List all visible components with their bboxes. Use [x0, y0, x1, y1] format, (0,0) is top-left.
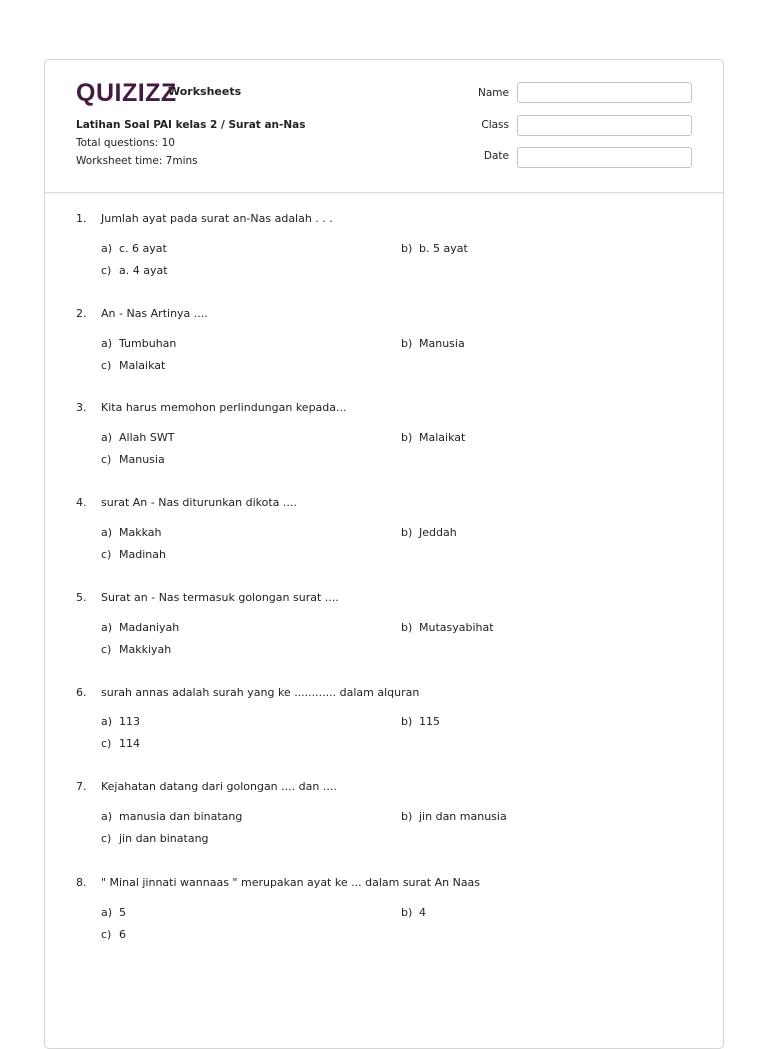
worksheet-header — [45, 60, 723, 193]
option-text: Manusia — [419, 337, 465, 350]
option-letter: c) — [101, 359, 112, 372]
option-a — [101, 431, 174, 444]
option-b — [401, 621, 494, 634]
quizizz-logo: QUIZIZZ — [76, 79, 177, 107]
option-text: Tumbuhan — [119, 337, 177, 350]
question-text: Kejahatan datang dari golongan .... dan .... — [101, 780, 337, 793]
question-number: 1. — [76, 212, 87, 225]
option-a — [101, 242, 167, 255]
option-letter: b) — [401, 526, 413, 539]
option-text: Makkiyah — [119, 643, 172, 656]
option-text: Makkah — [119, 526, 162, 539]
option-letter: c) — [101, 264, 112, 277]
option-text: jin dan binatang — [119, 832, 209, 845]
option-a — [101, 526, 162, 539]
option-text: c. 6 ayat — [119, 242, 167, 255]
option-b — [401, 810, 507, 823]
class-field[interactable] — [517, 115, 692, 136]
question-number: 8. — [76, 876, 87, 889]
question-number: 5. — [76, 591, 87, 604]
option-letter: c) — [101, 737, 112, 750]
logo-subtitle: Worksheets — [168, 85, 242, 98]
option-letter: c) — [101, 453, 112, 466]
name-label: Name — [478, 87, 509, 99]
question-text: Surat an - Nas termasuk golongan surat .... — [101, 591, 339, 604]
question-number: 2. — [76, 307, 87, 320]
option-text: Manusia — [119, 453, 165, 466]
question-text: surat An - Nas diturunkan dikota .... — [101, 496, 297, 509]
option-text: Mutasyabihat — [419, 621, 494, 634]
option-c — [101, 737, 140, 750]
option-text: 113 — [119, 715, 140, 728]
option-text: 115 — [419, 715, 440, 728]
question-number: 7. — [76, 780, 87, 793]
option-c — [101, 264, 168, 277]
option-c — [101, 548, 166, 561]
option-letter: b) — [401, 810, 413, 823]
option-text: b. 5 ayat — [419, 242, 468, 255]
option-text: Jeddah — [419, 526, 457, 539]
option-b — [401, 526, 457, 539]
option-letter: a) — [101, 810, 113, 823]
worksheet-title: Latihan Soal PAI kelas 2 / Surat an-Nas — [76, 119, 306, 131]
option-letter: b) — [401, 621, 413, 634]
option-text: Malaikat — [119, 359, 166, 372]
option-letter: a) — [101, 906, 113, 919]
option-letter: b) — [401, 242, 413, 255]
option-b — [401, 906, 426, 919]
option-letter: b) — [401, 906, 413, 919]
option-a — [101, 906, 126, 919]
option-letter: a) — [101, 337, 113, 350]
option-c — [101, 453, 165, 466]
question-text: surah annas adalah surah yang ke ............ dalam alquran — [101, 686, 420, 699]
option-letter: a) — [101, 242, 113, 255]
question-text: " Minal jinnati wannaas " merupakan ayat ke ... dalam surat An Naas — [101, 876, 481, 889]
option-text: Malaikat — [419, 431, 466, 444]
option-a — [101, 337, 176, 350]
name-field[interactable] — [517, 82, 692, 103]
option-b — [401, 715, 440, 728]
question-number: 4. — [76, 496, 87, 509]
option-b — [401, 337, 465, 350]
option-letter: b) — [401, 431, 413, 444]
option-a — [101, 715, 140, 728]
option-text: jin dan manusia — [419, 810, 507, 823]
option-letter: c) — [101, 928, 112, 941]
worksheet-time: Worksheet time: 7mins — [76, 155, 198, 167]
question-text: Jumlah ayat pada surat an-Nas adalah . . . — [101, 212, 333, 225]
option-c — [101, 928, 126, 941]
option-b — [401, 242, 468, 255]
option-text: Madaniyah — [119, 621, 180, 634]
worksheet-page — [44, 59, 724, 1049]
option-a — [101, 621, 179, 634]
option-text: manusia dan binatang — [119, 810, 243, 823]
option-letter: b) — [401, 337, 413, 350]
option-b — [401, 431, 465, 444]
option-text: 114 — [119, 737, 140, 750]
option-text: 6 — [119, 928, 126, 941]
option-letter: c) — [101, 643, 112, 656]
option-letter: c) — [101, 548, 112, 561]
option-letter: c) — [101, 832, 112, 845]
option-text: Madinah — [119, 548, 166, 561]
option-text: 5 — [119, 906, 126, 919]
question-text: An - Nas Artinya .... — [101, 307, 208, 320]
option-c — [101, 832, 209, 845]
option-letter: a) — [101, 715, 113, 728]
option-letter: a) — [101, 526, 113, 539]
class-label: Class — [481, 119, 509, 131]
option-text: a. 4 ayat — [119, 264, 168, 277]
question-text: Kita harus memohon perlindungan kepada... — [101, 401, 347, 414]
option-c — [101, 359, 165, 372]
option-letter: b) — [401, 715, 413, 728]
option-text: 4 — [419, 906, 426, 919]
question-number: 3. — [76, 401, 87, 414]
option-letter: a) — [101, 431, 113, 444]
option-text: Allah SWT — [119, 431, 175, 444]
option-letter: a) — [101, 621, 113, 634]
option-c — [101, 643, 171, 656]
date-label: Date — [483, 150, 509, 162]
question-number: 6. — [76, 686, 87, 699]
total-questions: Total questions: 10 — [76, 137, 175, 149]
option-a — [101, 810, 242, 823]
date-field[interactable] — [517, 147, 692, 168]
